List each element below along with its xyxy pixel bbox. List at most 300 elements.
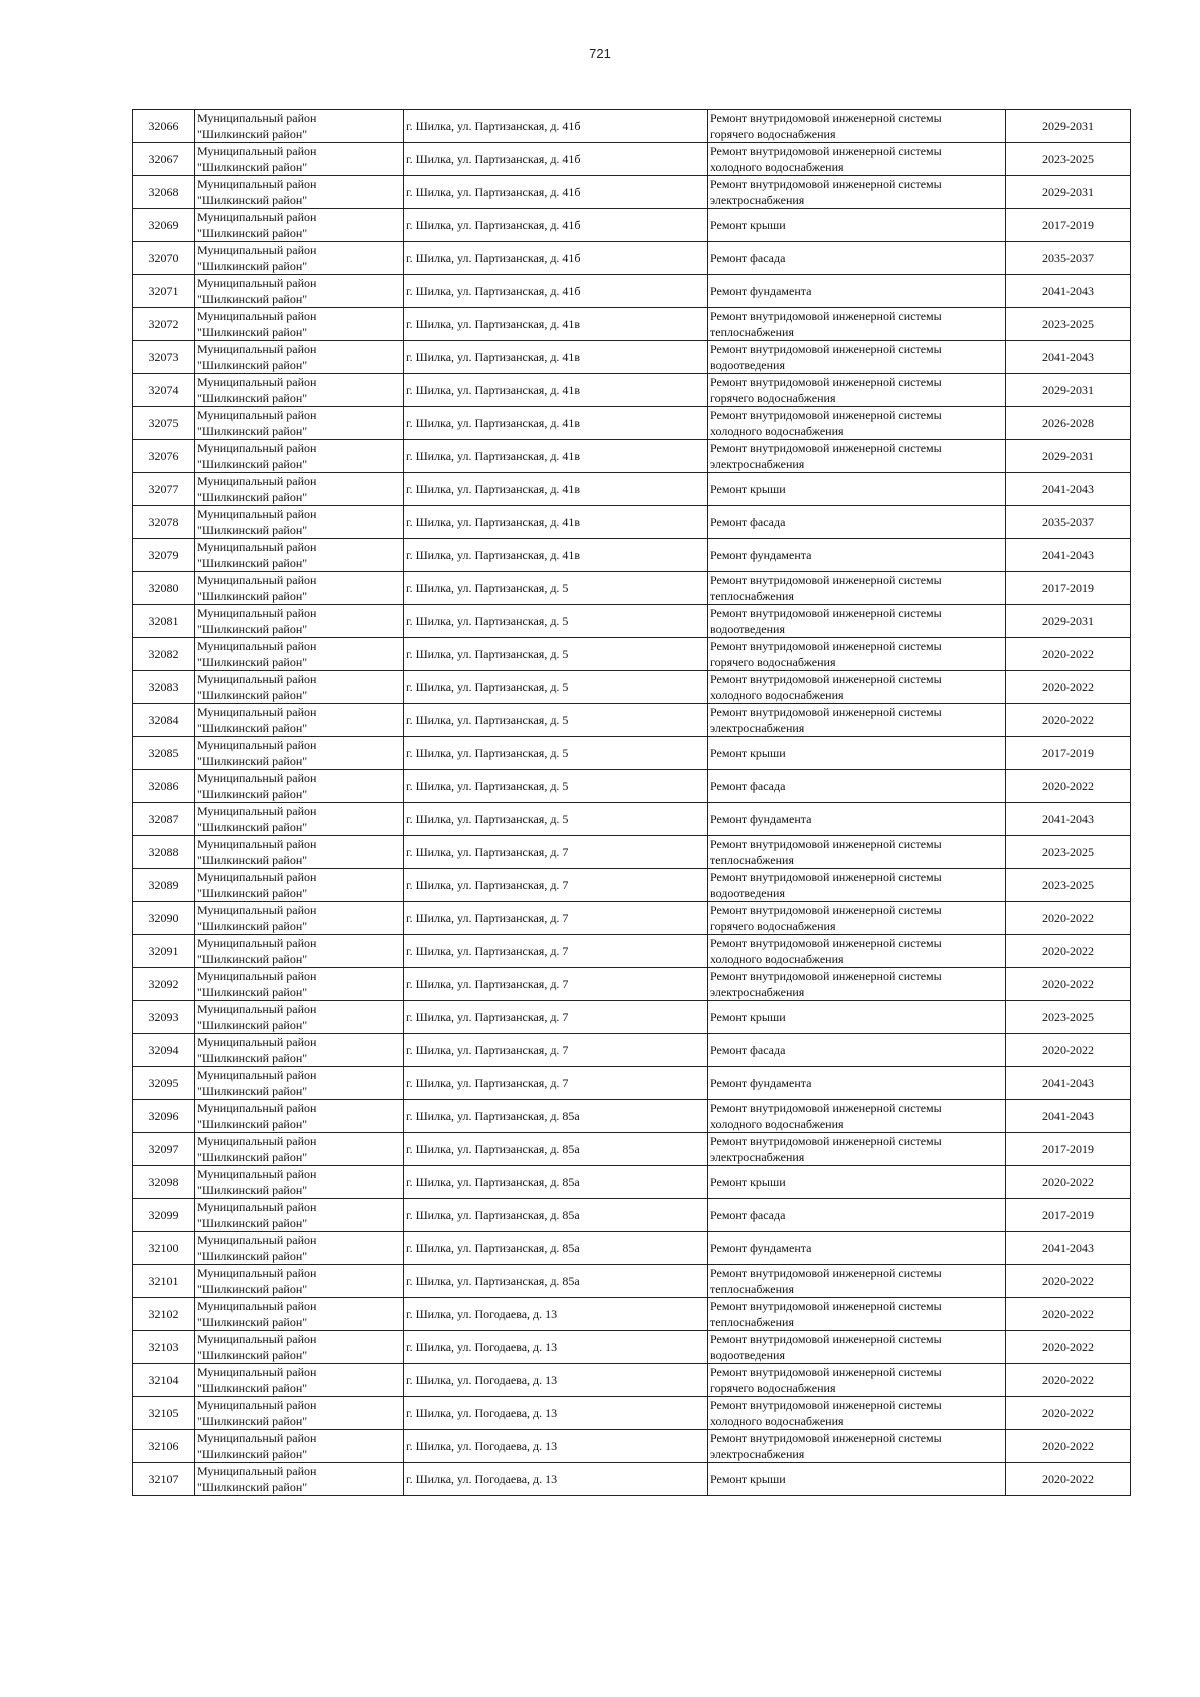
period-cell: [1006, 473, 1131, 506]
period: 2035-2037: [1042, 251, 1094, 265]
work-type-cell: [708, 671, 1006, 704]
address: г. Шилка, ул. Партизанская, д. 7: [406, 944, 569, 958]
period-cell: [1006, 1430, 1131, 1463]
work-type-line-1: Ремонт внутридомовой инженерной системы: [710, 111, 942, 125]
municipality-line-2: "Шилкинский район": [197, 259, 308, 273]
municipality-cell: [195, 935, 404, 968]
work-type-line-1: Ремонт внутридомовой инженерной системы: [710, 936, 942, 950]
municipality-cell: [195, 770, 404, 803]
municipality-line-1: Муниципальный район: [197, 837, 317, 851]
address-cell: [404, 1232, 708, 1265]
work-type-line-2: холодного водоснабжения: [710, 952, 844, 966]
period-cell: [1006, 770, 1131, 803]
table-row: [133, 374, 1131, 407]
record-number-cell: [133, 968, 195, 1001]
municipality-cell: [195, 242, 404, 275]
municipality-cell: [195, 1397, 404, 1430]
address: г. Шилка, ул. Партизанская, д. 41б: [406, 152, 581, 166]
table-row: [133, 605, 1131, 638]
record-number: 32095: [148, 1076, 179, 1090]
work-type-line-2: горячего водоснабжения: [710, 919, 836, 933]
record-number-cell: [133, 341, 195, 374]
municipality-line-2: "Шилкинский район": [197, 325, 308, 339]
municipality-line-2: "Шилкинский район": [197, 160, 308, 174]
record-number-cell: [133, 770, 195, 803]
record-number: 32066: [148, 119, 179, 133]
work-type-line-1: Ремонт внутридомовой инженерной системы: [710, 144, 942, 158]
record-number-cell: [133, 176, 195, 209]
table-row: [133, 1067, 1131, 1100]
address: г. Шилка, ул. Партизанская, д. 5: [406, 581, 569, 595]
municipality-line-1: Муниципальный район: [197, 1134, 317, 1148]
work-type-cell: [708, 539, 1006, 572]
address: г. Шилка, ул. Партизанская, д. 85а: [406, 1274, 580, 1288]
work-type-cell: [708, 704, 1006, 737]
municipality-line-1: Муниципальный район: [197, 705, 317, 719]
table-row: [133, 1298, 1131, 1331]
work-type-cell: [708, 473, 1006, 506]
municipality-cell: [195, 341, 404, 374]
work-type-line-2: водоотведения: [710, 358, 785, 372]
work-type-cell: [708, 1133, 1006, 1166]
period: 2041-2043: [1042, 1109, 1094, 1123]
work-type-line-1: Ремонт внутридомовой инженерной системы: [710, 1299, 942, 1313]
address: г. Шилка, ул. Партизанская, д. 41б: [406, 251, 581, 265]
municipality-line-2: "Шилкинский район": [197, 754, 308, 768]
period-cell: [1006, 1298, 1131, 1331]
work-type-line-1: Ремонт фундамента: [710, 812, 812, 826]
table-row: [133, 440, 1131, 473]
address-cell: [404, 1463, 708, 1496]
work-type-line-1: Ремонт крыши: [710, 1472, 786, 1486]
address-cell: [404, 1034, 708, 1067]
page-number: 721: [589, 46, 611, 61]
address: г. Шилка, ул. Партизанская, д. 41в: [406, 515, 581, 529]
municipality-cell: [195, 506, 404, 539]
record-number: 32071: [148, 284, 179, 298]
address-cell: [404, 1265, 708, 1298]
address-cell: [404, 605, 708, 638]
period: 2017-2019: [1042, 1208, 1094, 1222]
municipality-line-2: "Шилкинский район": [197, 523, 308, 537]
municipality-line-1: Муниципальный район: [197, 144, 317, 158]
municipality-line-2: "Шилкинский район": [197, 919, 308, 933]
period-cell: [1006, 1199, 1131, 1232]
period: 2020-2022: [1042, 1439, 1094, 1453]
work-type-line-1: Ремонт внутридомовой инженерной системы: [710, 309, 942, 323]
period: 2017-2019: [1042, 218, 1094, 232]
period: 2023-2025: [1042, 878, 1094, 892]
address: г. Шилка, ул. Партизанская, д. 5: [406, 680, 569, 694]
period: 2026-2028: [1042, 416, 1094, 430]
record-number: 32105: [148, 1406, 179, 1420]
municipality-line-2: "Шилкинский район": [197, 1414, 308, 1428]
municipality-cell: [195, 572, 404, 605]
work-type-cell: [708, 110, 1006, 143]
period: 2017-2019: [1042, 581, 1094, 595]
period: 2041-2043: [1042, 1241, 1094, 1255]
record-number: 32103: [148, 1340, 179, 1354]
address-cell: [404, 572, 708, 605]
municipality-line-1: Муниципальный район: [197, 639, 317, 653]
period-cell: [1006, 341, 1131, 374]
municipality-line-1: Муниципальный район: [197, 540, 317, 554]
address: г. Шилка, ул. Партизанская, д. 41в: [406, 548, 581, 562]
work-type-line-2: теплоснабжения: [710, 1282, 794, 1296]
municipality-cell: [195, 143, 404, 176]
municipality-cell: [195, 1100, 404, 1133]
work-type-line-2: холодного водоснабжения: [710, 160, 844, 174]
period-cell: [1006, 1067, 1131, 1100]
municipality-line-1: Муниципальный район: [197, 573, 317, 587]
work-type-line-1: Ремонт внутридомовой инженерной системы: [710, 903, 942, 917]
municipality-cell: [195, 1430, 404, 1463]
work-type-cell: [708, 1067, 1006, 1100]
period: 2035-2037: [1042, 515, 1094, 529]
address-cell: [404, 836, 708, 869]
address: г. Шилка, ул. Партизанская, д. 41в: [406, 383, 581, 397]
record-number-cell: [133, 143, 195, 176]
work-type-line-2: горячего водоснабжения: [710, 127, 836, 141]
record-number-cell: [133, 1364, 195, 1397]
work-type-cell: [708, 1100, 1006, 1133]
municipality-cell: [195, 1034, 404, 1067]
address-cell: [404, 1199, 708, 1232]
address-cell: [404, 242, 708, 275]
work-type-line-2: горячего водоснабжения: [710, 391, 836, 405]
table-row: [133, 902, 1131, 935]
record-number: 32075: [148, 416, 179, 430]
table-row: [133, 143, 1131, 176]
municipality-line-2: "Шилкинский район": [197, 853, 308, 867]
work-type-line-1: Ремонт внутридомовой инженерной системы: [710, 672, 942, 686]
address-cell: [404, 1133, 708, 1166]
municipality-line-2: "Шилкинский район": [197, 1084, 308, 1098]
record-number-cell: [133, 539, 195, 572]
address-cell: [404, 770, 708, 803]
municipality-line-1: Муниципальный район: [197, 1365, 317, 1379]
table-row: [133, 836, 1131, 869]
period-cell: [1006, 1265, 1131, 1298]
table-row: [133, 1133, 1131, 1166]
table-row: [133, 209, 1131, 242]
work-type-cell: [708, 1199, 1006, 1232]
municipality-line-2: "Шилкинский район": [197, 1282, 308, 1296]
record-number-cell: [133, 1199, 195, 1232]
record-number-cell: [133, 209, 195, 242]
record-number-cell: [133, 275, 195, 308]
period-cell: [1006, 176, 1131, 209]
table-row: [133, 407, 1131, 440]
period-cell: [1006, 1166, 1131, 1199]
period: 2017-2019: [1042, 746, 1094, 760]
table-row: [133, 341, 1131, 374]
work-type-line-1: Ремонт внутридомовой инженерной системы: [710, 1266, 942, 1280]
record-number-cell: [133, 638, 195, 671]
record-number-cell: [133, 869, 195, 902]
work-type-line-1: Ремонт внутридомовой инженерной системы: [710, 1332, 942, 1346]
municipality-cell: [195, 440, 404, 473]
record-number: 32088: [148, 845, 179, 859]
table-row: [133, 704, 1131, 737]
work-type-cell: [708, 1232, 1006, 1265]
municipality-line-2: "Шилкинский район": [197, 1249, 308, 1263]
period: 2020-2022: [1042, 1175, 1094, 1189]
table-row: [133, 803, 1131, 836]
municipality-line-2: "Шилкинский район": [197, 688, 308, 702]
record-number-cell: [133, 1133, 195, 1166]
record-number-cell: [133, 1067, 195, 1100]
work-type-cell: [708, 374, 1006, 407]
work-type-line-1: Ремонт внутридомовой инженерной системы: [710, 573, 942, 587]
municipality-line-2: "Шилкинский район": [197, 556, 308, 570]
table-row: [133, 1364, 1131, 1397]
record-number: 32067: [148, 152, 179, 166]
municipality-cell: [195, 1232, 404, 1265]
work-type-cell: [708, 770, 1006, 803]
record-number-cell: [133, 242, 195, 275]
record-number: 32097: [148, 1142, 179, 1156]
municipality-line-1: Муниципальный район: [197, 177, 317, 191]
municipality-line-2: "Шилкинский район": [197, 1381, 308, 1395]
work-type-line-1: Ремонт внутридомовой инженерной системы: [710, 1134, 942, 1148]
address-cell: [404, 506, 708, 539]
work-type-line-2: холодного водоснабжения: [710, 688, 844, 702]
period: 2041-2043: [1042, 482, 1094, 496]
work-type-line-1: Ремонт внутридомовой инженерной системы: [710, 1398, 942, 1412]
municipality-cell: [195, 407, 404, 440]
address-cell: [404, 803, 708, 836]
municipality-line-1: Муниципальный район: [197, 309, 317, 323]
address-cell: [404, 209, 708, 242]
record-number: 32081: [148, 614, 179, 628]
record-number: 32102: [148, 1307, 179, 1321]
record-number-cell: [133, 803, 195, 836]
address-cell: [404, 902, 708, 935]
record-number: 32068: [148, 185, 179, 199]
record-number: 32093: [148, 1010, 179, 1024]
municipality-line-2: "Шилкинский район": [197, 787, 308, 801]
municipality-line-1: Муниципальный район: [197, 1332, 317, 1346]
record-number-cell: [133, 605, 195, 638]
address: г. Шилка, ул. Погодаева, д. 13: [406, 1373, 558, 1387]
table-row: [133, 968, 1131, 1001]
municipality-cell: [195, 1067, 404, 1100]
work-type-cell: [708, 1298, 1006, 1331]
address-cell: [404, 737, 708, 770]
record-number: 32084: [148, 713, 179, 727]
municipality-line-2: "Шилкинский район": [197, 358, 308, 372]
municipality-line-2: "Шилкинский район": [197, 1315, 308, 1329]
municipality-cell: [195, 539, 404, 572]
record-number-cell: [133, 1430, 195, 1463]
municipality-line-2: "Шилкинский район": [197, 1183, 308, 1197]
municipality-line-2: "Шилкинский район": [197, 1447, 308, 1461]
period: 2020-2022: [1042, 1472, 1094, 1486]
work-type-cell: [708, 902, 1006, 935]
municipality-line-2: "Шилкинский район": [197, 193, 308, 207]
record-number-cell: [133, 473, 195, 506]
work-type-cell: [708, 1463, 1006, 1496]
table-row: [133, 275, 1131, 308]
record-number: 32104: [148, 1373, 179, 1387]
municipality-line-1: Муниципальный район: [197, 1398, 317, 1412]
record-number: 32098: [148, 1175, 179, 1189]
period: 2029-2031: [1042, 383, 1094, 397]
municipality-line-2: "Шилкинский район": [197, 721, 308, 735]
period: 2023-2025: [1042, 152, 1094, 166]
record-number-cell: [133, 1397, 195, 1430]
municipality-line-1: Муниципальный район: [197, 1200, 317, 1214]
period: 2020-2022: [1042, 944, 1094, 958]
period: 2029-2031: [1042, 119, 1094, 133]
period-cell: [1006, 209, 1131, 242]
address-cell: [404, 143, 708, 176]
record-number: 32101: [148, 1274, 179, 1288]
work-type-cell: [708, 341, 1006, 374]
address: г. Шилка, ул. Партизанская, д. 41в: [406, 350, 581, 364]
work-type-line-2: водоотведения: [710, 886, 785, 900]
work-type-cell: [708, 1166, 1006, 1199]
period-cell: [1006, 935, 1131, 968]
municipality-cell: [195, 1166, 404, 1199]
municipality-line-2: "Шилкинский район": [197, 1216, 308, 1230]
record-number: 32096: [148, 1109, 179, 1123]
record-number-cell: [133, 935, 195, 968]
municipality-line-1: Муниципальный район: [197, 342, 317, 356]
municipality-line-2: "Шилкинский район": [197, 1051, 308, 1065]
period-cell: [1006, 968, 1131, 1001]
period-cell: [1006, 605, 1131, 638]
period: 2020-2022: [1042, 1373, 1094, 1387]
table-row: [133, 242, 1131, 275]
municipality-cell: [195, 1298, 404, 1331]
municipality-cell: [195, 176, 404, 209]
period-cell: [1006, 803, 1131, 836]
work-type-cell: [708, 1034, 1006, 1067]
period-cell: [1006, 836, 1131, 869]
record-number: 32077: [148, 482, 179, 496]
period-cell: [1006, 440, 1131, 473]
table-row: [133, 1232, 1131, 1265]
municipality-line-1: Муниципальный район: [197, 804, 317, 818]
municipality-cell: [195, 836, 404, 869]
table-row: [133, 737, 1131, 770]
municipality-line-2: "Шилкинский район": [197, 952, 308, 966]
record-number-cell: [133, 440, 195, 473]
work-type-line-2: электроснабжения: [710, 457, 805, 471]
municipality-line-1: Муниципальный район: [197, 1035, 317, 1049]
repair-schedule-table: [132, 109, 1131, 1496]
address-cell: [404, 935, 708, 968]
address: г. Шилка, ул. Партизанская, д. 7: [406, 1076, 569, 1090]
address-cell: [404, 1298, 708, 1331]
work-type-cell: [708, 869, 1006, 902]
record-number: 32085: [148, 746, 179, 760]
period-cell: [1006, 1331, 1131, 1364]
table-row: [133, 473, 1131, 506]
record-number: 32100: [148, 1241, 179, 1255]
municipality-line-2: "Шилкинский район": [197, 622, 308, 636]
address: г. Шилка, ул. Партизанская, д. 5: [406, 614, 569, 628]
period: 2041-2043: [1042, 350, 1094, 364]
address-cell: [404, 176, 708, 209]
municipality-line-1: Муниципальный район: [197, 441, 317, 455]
address-cell: [404, 1364, 708, 1397]
municipality-line-1: Муниципальный район: [197, 1233, 317, 1247]
work-type-cell: [708, 968, 1006, 1001]
municipality-line-2: "Шилкинский район": [197, 886, 308, 900]
record-number: 32080: [148, 581, 179, 595]
period-cell: [1006, 110, 1131, 143]
work-type-line-2: холодного водоснабжения: [710, 1117, 844, 1131]
period-cell: [1006, 1364, 1131, 1397]
period-cell: [1006, 506, 1131, 539]
work-type-line-1: Ремонт фасада: [710, 1208, 786, 1222]
work-type-cell: [708, 143, 1006, 176]
work-type-line-1: Ремонт фасада: [710, 1043, 786, 1057]
municipality-line-2: "Шилкинский район": [197, 424, 308, 438]
period: 2029-2031: [1042, 614, 1094, 628]
work-type-line-2: водоотведения: [710, 622, 785, 636]
period: 2041-2043: [1042, 812, 1094, 826]
work-type-cell: [708, 308, 1006, 341]
municipality-line-1: Муниципальный район: [197, 1431, 317, 1445]
address-cell: [404, 1001, 708, 1034]
municipality-cell: [195, 473, 404, 506]
table-row: [133, 638, 1131, 671]
address-cell: [404, 308, 708, 341]
address-cell: [404, 440, 708, 473]
municipality-line-2: "Шилкинский район": [197, 1018, 308, 1032]
address-cell: [404, 275, 708, 308]
record-number: 32090: [148, 911, 179, 925]
table-row: [133, 308, 1131, 341]
period: 2020-2022: [1042, 713, 1094, 727]
record-number: 32074: [148, 383, 179, 397]
work-type-cell: [708, 1265, 1006, 1298]
address: г. Шилка, ул. Партизанская, д. 5: [406, 647, 569, 661]
record-number: 32091: [148, 944, 179, 958]
address: г. Шилка, ул. Погодаева, д. 13: [406, 1340, 558, 1354]
municipality-line-2: "Шилкинский район": [197, 292, 308, 306]
municipality-line-1: Муниципальный район: [197, 474, 317, 488]
work-type-line-1: Ремонт внутридомовой инженерной системы: [710, 705, 942, 719]
address: г. Шилка, ул. Партизанская, д. 7: [406, 1043, 569, 1057]
address: г. Шилка, ул. Партизанская, д. 5: [406, 812, 569, 826]
record-number: 32078: [148, 515, 179, 529]
period: 2023-2025: [1042, 1010, 1094, 1024]
address: г. Шилка, ул. Партизанская, д. 85а: [406, 1109, 580, 1123]
address: г. Шилка, ул. Партизанская, д. 7: [406, 977, 569, 991]
address-cell: [404, 671, 708, 704]
municipality-line-2: "Шилкинский район": [197, 490, 308, 504]
record-number-cell: [133, 572, 195, 605]
table-row: [133, 539, 1131, 572]
work-type-cell: [708, 572, 1006, 605]
address-cell: [404, 869, 708, 902]
table-row: [133, 1199, 1131, 1232]
address-cell: [404, 1331, 708, 1364]
address-cell: [404, 473, 708, 506]
municipality-line-1: Муниципальный район: [197, 903, 317, 917]
work-type-line-1: Ремонт фасада: [710, 779, 786, 793]
period: 2041-2043: [1042, 548, 1094, 562]
period: 2041-2043: [1042, 284, 1094, 298]
municipality-line-1: Муниципальный район: [197, 672, 317, 686]
period: 2020-2022: [1042, 1340, 1094, 1354]
address: г. Шилка, ул. Партизанская, д. 7: [406, 878, 569, 892]
